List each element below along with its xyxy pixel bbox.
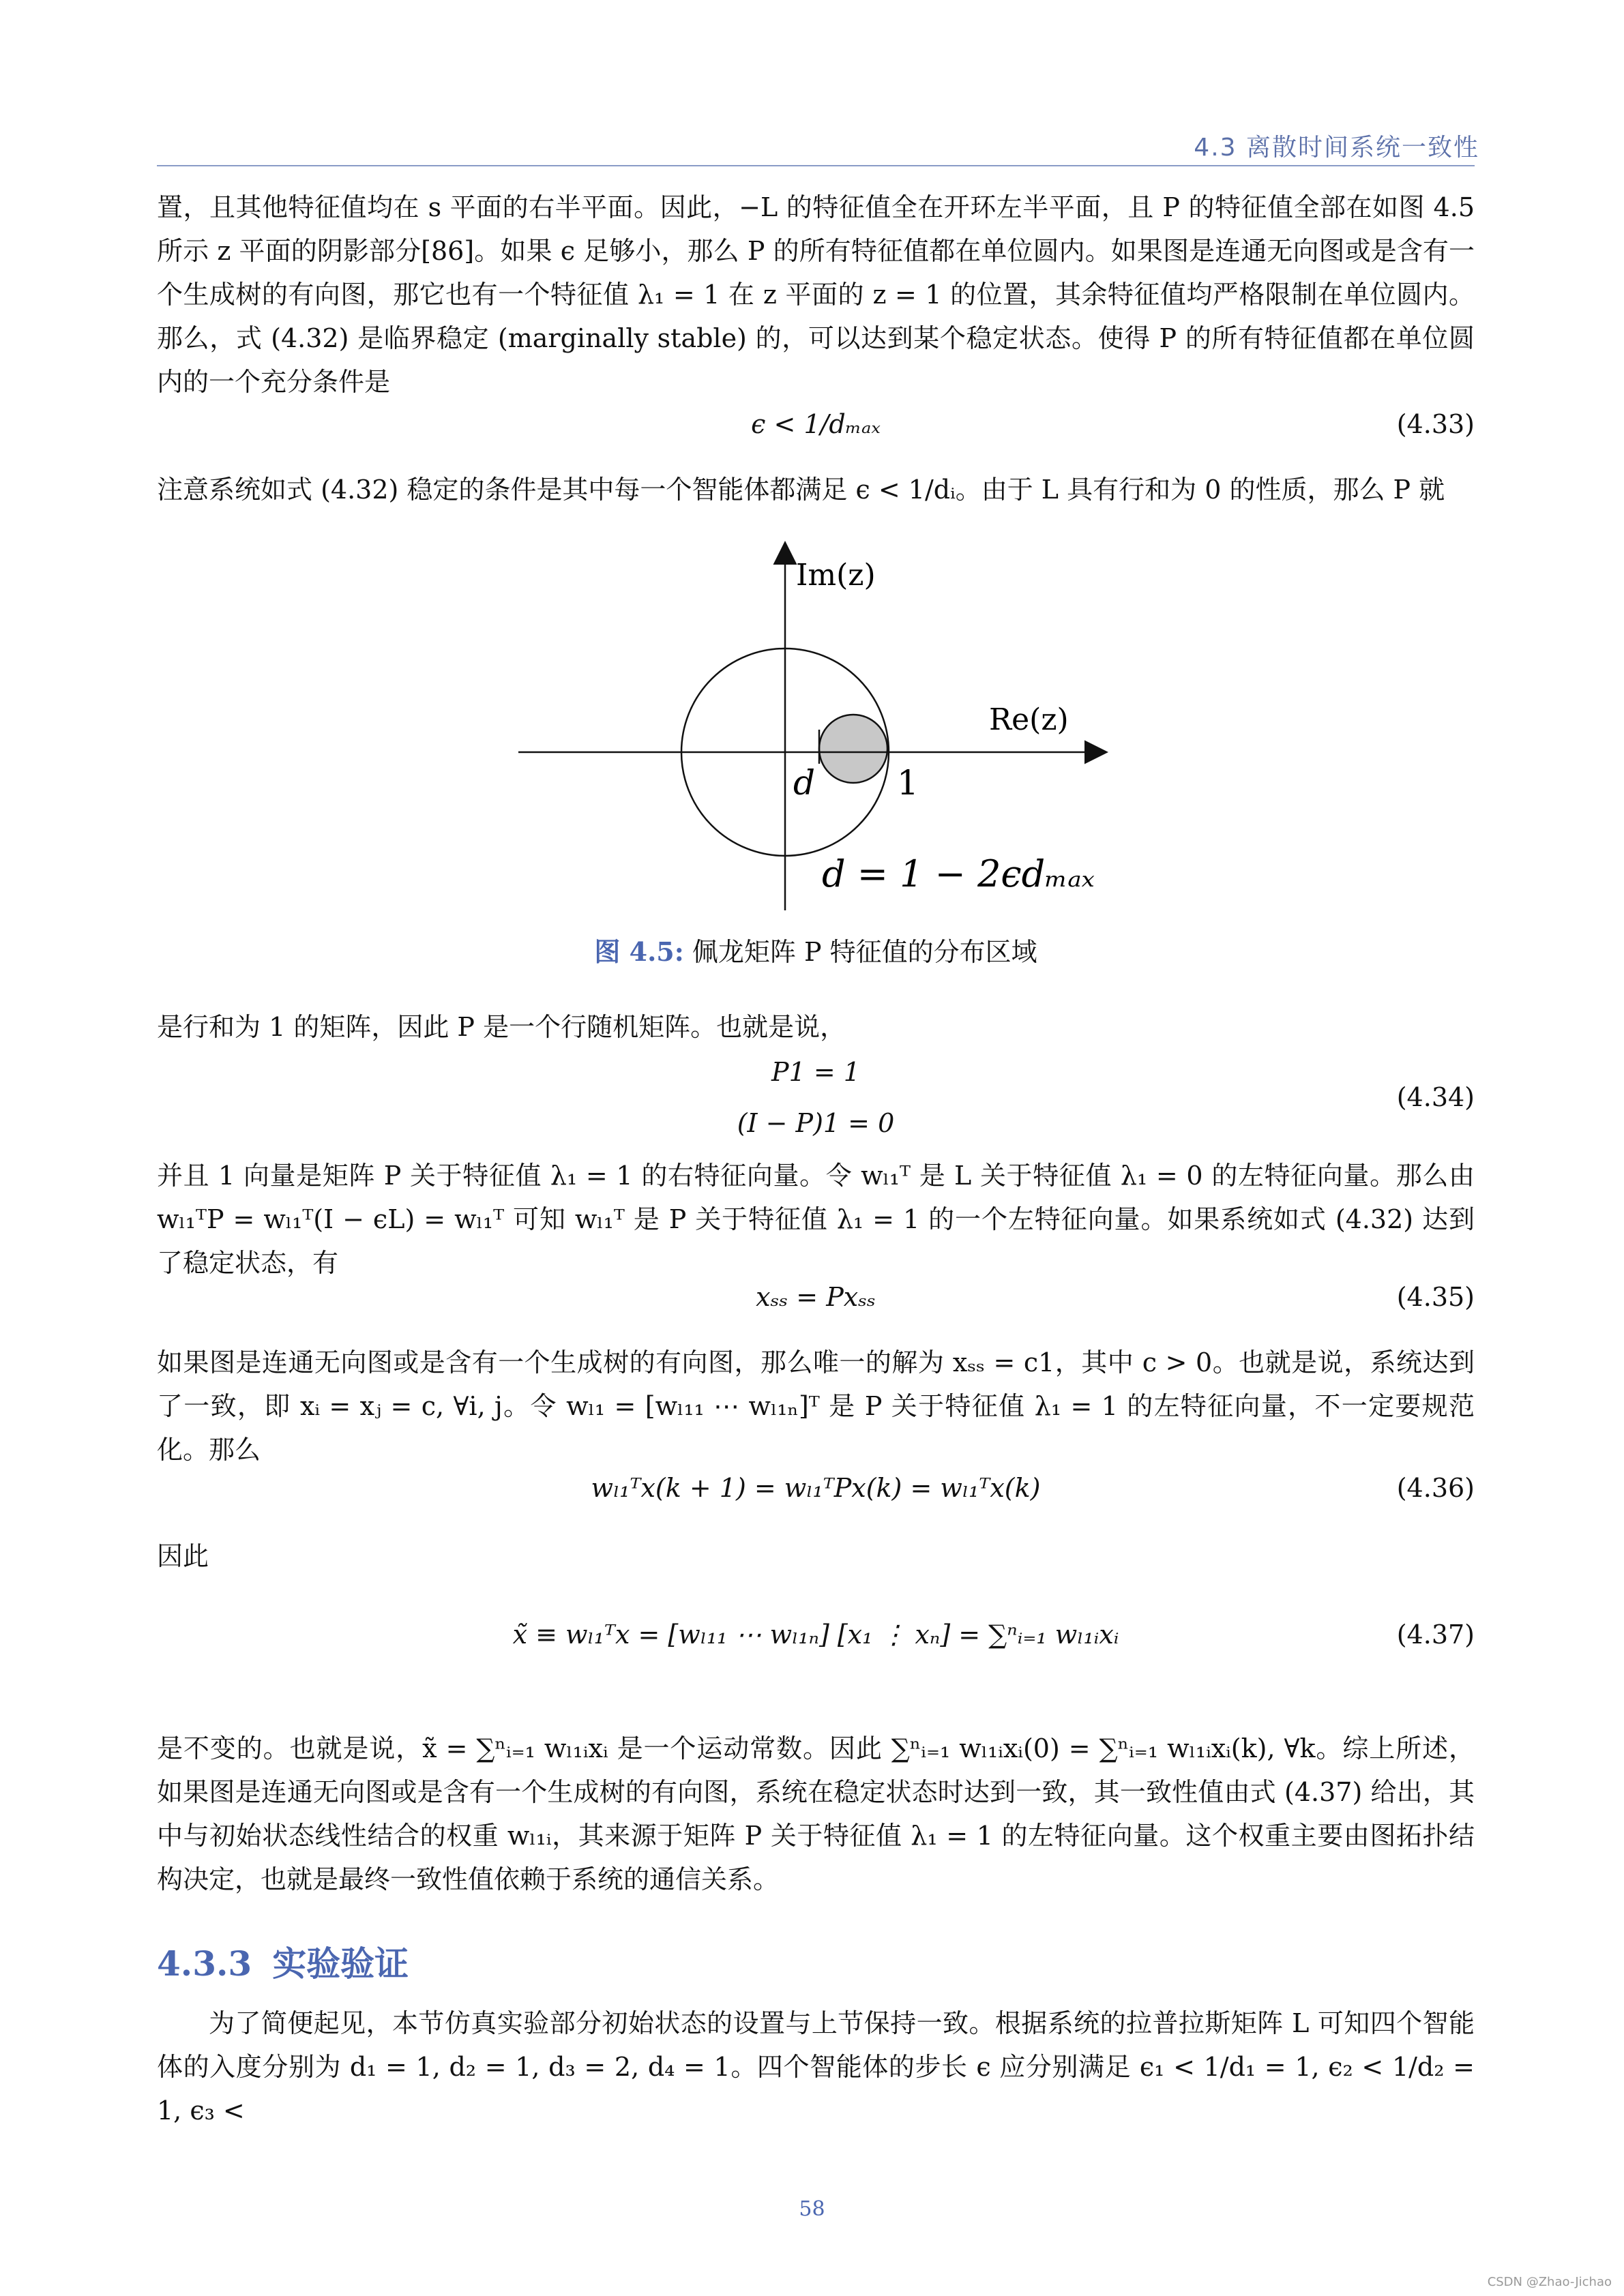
figure-caption-label: 图 4.5:	[594, 936, 684, 967]
paragraph-2: 注意系统如式 (4.32) 稳定的条件是其中每一个智能体都满足 ϵ < 1/dᵢ。由于 L 具有行和为 0 的性质，那么 P 就	[157, 475, 1445, 505]
paragraph-3: 是行和为 1 的矩阵，因此 P 是一个行随机矩阵。也就是说，	[157, 1012, 846, 1042]
paragraph-7: 是不变的。也就是说，x̃ = ∑ⁿᵢ₌₁ wₗ₁ᵢxᵢ 是一个运动常数。因此 ∑ⁿᵢ₌₁ wₗ₁ᵢxᵢ(0) = ∑ⁿᵢ₌₁ wₗ₁ᵢxᵢ(k), ∀k。综上所述，如果图是连通无向图或是含有一个生成树的有向图，系统在稳定状态时达到一致，其一致性值由式 (4.37) 给出，其中与初始状态线性结合的权重 wₗ₁ᵢ，其来源于矩阵 P 关于特征值 λ₁ = 1 的左特征向量。这个权重主要由图拓扑结构决定，也就是最终一致性值依赖于系统的通信关系。	[157, 1733, 1475, 1894]
equation-number-4-34: (4.34)	[1396, 1082, 1475, 1112]
watermark: CSDN @Zhao-Jichao	[1487, 2275, 1612, 2289]
figure-4-5	[505, 532, 1119, 914]
im-axis-label: Im(z)	[796, 558, 876, 593]
figure-caption	[157, 931, 1475, 968]
equation-4-36: wₗ₁ᵀx(k + 1) = wₗ₁ᵀPx(k) = wₗ₁ᵀx(k)	[591, 1473, 1041, 1503]
paragraph-5: 如果图是连通无向图或是含有一个生成树的有向图，那么唯一的解为 xₛₛ = c1，其中 c > 0。也就是说，系统达到了一致，即 xᵢ = xⱼ = c, ∀i, j。令 wₗ₁ = [wₗ₁₁ ⋯ wₗ₁ₙ]ᵀ 是 P 关于特征值 λ₁ = 1 的左特征向量，不一定要规范化。那么	[157, 1347, 1475, 1465]
header-rule	[157, 165, 1475, 166]
equation-4-34b: (I − P)1 = 0	[737, 1108, 895, 1138]
paragraph-1: 置，且其他特征值均在 s 平面的右半平面。因此，−L 的特征值全在开环左半平面，且 P 的特征值全部在如图 4.5 所示 z 平面的阴影部分[86]。如果 ϵ 足够小，那么 P 的所有特征值都在单位圆内。如果图是连通无向图或是含有一个生成树的有向图，那它也有一个特征值 λ₁ = 1 在 z 平面的 z = 1 的位置，其余特征值均严格限制在单位圆内。那么，式 (4.32) 是临界稳定 (marginally stable) 的，可以达到某个稳定状态。使得 P 的所有特征值都在单位圆内的一个充分条件是	[157, 192, 1475, 397]
paragraph-6: 因此	[157, 1541, 209, 1571]
d-formula: d = 1 − 2ϵdₘₐₓ	[822, 852, 1095, 895]
equation-number-4-33: (4.33)	[1396, 409, 1475, 439]
d-label: d	[793, 763, 816, 803]
equation-number-4-36: (4.36)	[1396, 1473, 1475, 1503]
equation-4-33: ϵ < 1/dₘₐₓ	[751, 409, 881, 439]
section-title: 实验验证	[272, 1943, 409, 1984]
section-number: 4.3.3	[157, 1943, 252, 1984]
figure-caption-text: 佩龙矩阵 P 特征值的分布区域	[683, 937, 1037, 967]
paragraph-8: 为了简便起见，本节仿真实验部分初始状态的设置与上节保持一致。根据系统的拉普拉斯矩阵 L 可知四个智能体的入度分别为 d₁ = 1, d₂ = 1, d₃ = 2, d₄ = 1。四个智能体的步长 ϵ 应分别满足 ϵ₁ < 1/d₁ = 1, ϵ₂ < 1/d₂ = 1, ϵ₃ <	[157, 2008, 1475, 2126]
re-axis-label: Re(z)	[989, 702, 1069, 737]
equation-4-34a: P1 = 1	[771, 1057, 860, 1087]
running-header: 4.3 离散时间系统一致性	[1194, 134, 1479, 162]
section-heading	[157, 1937, 409, 1986]
paragraph-4: 并且 1 向量是矩阵 P 关于特征值 λ₁ = 1 的右特征向量。令 wₗ₁ᵀ 是 L 关于特征值 λ₁ = 0 的左特征向量。那么由 wₗ₁ᵀP = wₗ₁ᵀ(I − ϵL) = wₗ₁ᵀ 可知 wₗ₁ᵀ 是 P 关于特征值 λ₁ = 1 的一个左特征向量。如果系统如式 (4.32) 达到了稳定状态，有	[157, 1161, 1475, 1278]
one-label: 1	[897, 763, 919, 803]
equation-4-35: xₛₛ = Pxₛₛ	[756, 1282, 876, 1312]
equation-number-4-37: (4.37)	[1396, 1620, 1475, 1650]
page-number: 58	[799, 2197, 825, 2221]
equation-number-4-35: (4.35)	[1396, 1282, 1475, 1312]
equation-4-37: x̃ ≡ wₗ₁ᵀx = [wₗ₁₁ ⋯ wₗ₁ₙ] [x₁ ⋮ xₙ] = ∑ⁿᵢ₌₁ wₗ₁ᵢxᵢ	[512, 1620, 1119, 1650]
eigenvalue-region-disk	[819, 715, 887, 783]
